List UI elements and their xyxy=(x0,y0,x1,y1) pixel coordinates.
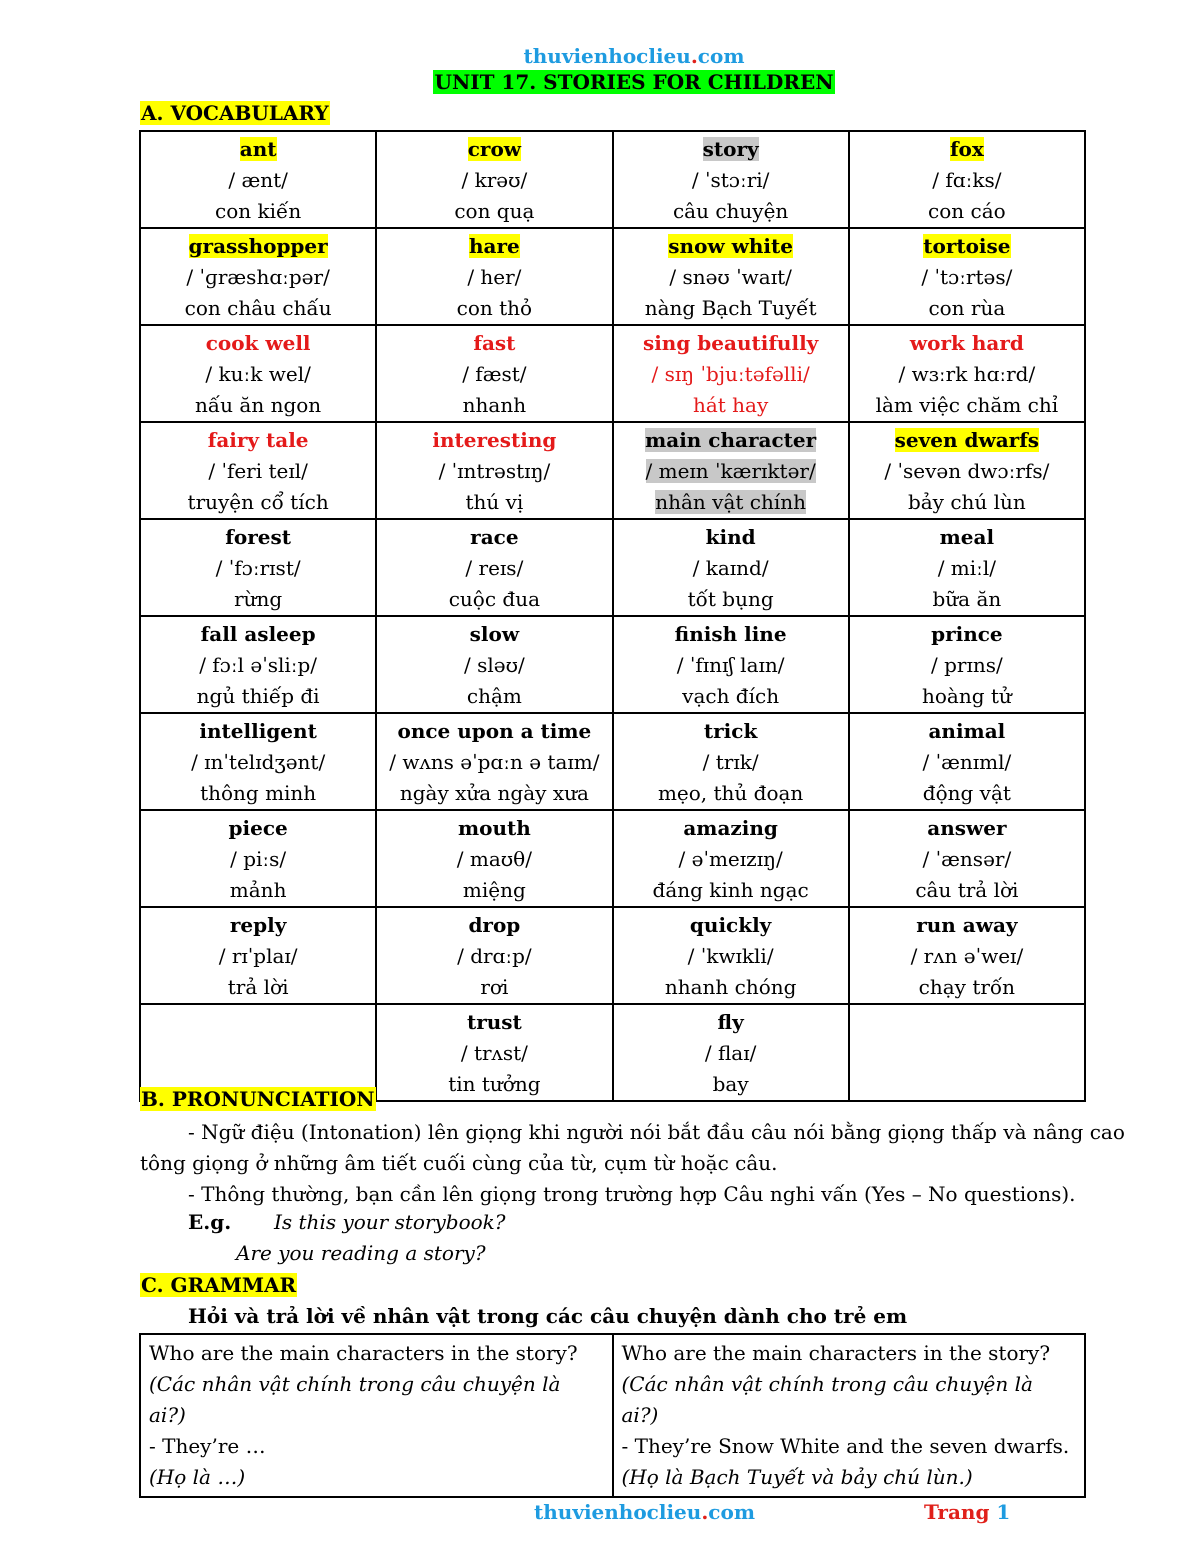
unit-title: UNIT 17. STORIES FOR CHILDREN xyxy=(434,70,834,94)
vocab-meaning: bữa ăn xyxy=(932,587,1002,611)
vocab-word: finish line xyxy=(674,622,787,646)
vocab-cell xyxy=(140,907,376,1004)
site-dot: . xyxy=(701,1500,709,1524)
vocab-ipa: / miːl/ xyxy=(937,556,997,580)
vocab-meaning: vạch đích xyxy=(682,684,780,708)
unit-title-wrap xyxy=(0,70,1200,94)
vocab-word: reply xyxy=(229,913,287,937)
grammar-row xyxy=(140,1334,1085,1497)
vocab-cell xyxy=(140,422,376,519)
vocab-ipa: / ˈtɔːrtəs/ xyxy=(921,265,1013,289)
vocab-word: main character xyxy=(645,428,817,452)
vocab-cell xyxy=(613,810,849,907)
site-dot: . xyxy=(690,44,698,68)
vocab-cell xyxy=(849,1004,1085,1101)
vocab-word: prince xyxy=(931,622,1003,646)
page-number-value: 1 xyxy=(996,1500,1011,1524)
vocab-cell xyxy=(849,228,1085,325)
vocab-word: race xyxy=(470,525,519,549)
vocab-meaning: con thỏ xyxy=(456,296,533,320)
grammar-table xyxy=(139,1333,1086,1498)
vocab-cell xyxy=(376,616,612,713)
vocab-cell xyxy=(849,616,1085,713)
vocab-row xyxy=(140,325,1085,422)
vocab-ipa: / ænt/ xyxy=(228,168,288,192)
header-site-link[interactable] xyxy=(0,44,1200,68)
vocab-cell xyxy=(849,810,1085,907)
vocab-meaning: rừng xyxy=(234,587,283,611)
vocab-meaning: thông minh xyxy=(200,781,317,805)
vocab-meaning: trả lời xyxy=(227,975,289,999)
vocab-meaning: động vật xyxy=(922,781,1011,805)
grammar-question-vi: (Các nhân vật chính trong câu chuyện là ai?) xyxy=(621,1372,1033,1427)
grammar-heading: Hỏi và trả lời về nhân vật trong các câu chuyện dành cho trẻ em xyxy=(188,1304,908,1328)
vocab-cell xyxy=(849,325,1085,422)
vocab-ipa: / ˈstɔːri/ xyxy=(691,168,770,192)
vocab-cell xyxy=(849,131,1085,228)
vocab-word: work hard xyxy=(909,331,1024,355)
vocab-meaning: làm việc chăm chỉ xyxy=(875,393,1059,417)
grammar-answer-vi: (Họ là Bạch Tuyết và bảy chú lùn.) xyxy=(621,1465,973,1489)
vocab-ipa: / fæst/ xyxy=(462,362,527,386)
example-sentence-1: Is this your storybook? xyxy=(274,1210,506,1234)
vocab-cell xyxy=(613,131,849,228)
vocab-word: answer xyxy=(927,816,1007,840)
vocab-word: trust xyxy=(466,1010,522,1034)
pronunciation-line-2: - Thông thường, bạn cần lên giọng trong trường hợp Câu nghi vấn (Yes – No questions). xyxy=(188,1182,1076,1206)
vocab-word: forest xyxy=(225,525,291,549)
vocab-word: animal xyxy=(928,719,1006,743)
vocab-cell xyxy=(140,810,376,907)
vocab-row xyxy=(140,616,1085,713)
vocab-cell xyxy=(376,907,612,1004)
vocab-ipa: / drɑːp/ xyxy=(457,944,532,968)
vocab-word: once upon a time xyxy=(397,719,592,743)
vocab-ipa: / fɑːks/ xyxy=(932,168,1002,192)
vocab-row xyxy=(140,422,1085,519)
vocab-meaning: tốt bụng xyxy=(687,587,774,611)
vocab-meaning: bảy chú lùn xyxy=(907,490,1026,514)
vocab-word: story xyxy=(702,137,759,161)
vocab-meaning: nàng Bạch Tuyết xyxy=(644,296,817,320)
vocab-ipa: / sləʊ/ xyxy=(464,653,525,677)
vocab-meaning: thú vị xyxy=(465,490,524,514)
vocab-cell xyxy=(613,519,849,616)
vocab-ipa: / wɜːrk hɑːrd/ xyxy=(898,362,1036,386)
site-name: thuvienhoclieu xyxy=(534,1500,702,1524)
vocab-meaning: chạy trốn xyxy=(918,975,1016,999)
page-number xyxy=(924,1500,1010,1524)
vocab-word: tortoise xyxy=(923,234,1011,258)
vocab-meaning: con rùa xyxy=(928,296,1006,320)
vocab-cell xyxy=(613,616,849,713)
vocab-word: fox xyxy=(949,137,984,161)
vocab-ipa: / rʌn əˈweɪ/ xyxy=(910,944,1024,968)
vocab-meaning: con kiến xyxy=(215,199,302,223)
vocab-ipa: / prɪns/ xyxy=(931,653,1003,677)
site-tld: com xyxy=(708,1500,755,1524)
vocab-ipa: / wʌns əˈpɑːn ə taɪm/ xyxy=(389,750,600,774)
vocab-word: hare xyxy=(468,234,520,258)
vocab-word: drop xyxy=(468,913,521,937)
vocab-cell xyxy=(613,907,849,1004)
vocab-ipa: / ˈfɪnɪʃ laɪn/ xyxy=(676,653,785,677)
vocab-cell xyxy=(376,228,612,325)
vocab-meaning: con quạ xyxy=(454,199,535,223)
vocab-meaning: hoàng tử xyxy=(921,684,1012,708)
vocab-cell xyxy=(613,325,849,422)
vocab-row xyxy=(140,131,1085,228)
pronunciation-line-1: - Ngữ điệu (Intonation) lên giọng khi người nói bắt đầu câu nói bằng giọng thấp và nâng cao tông giọng ở những âm tiết cuối cùng của từ, cụm từ hoặc câu. xyxy=(140,1120,1125,1175)
vocab-word: crow xyxy=(467,137,522,161)
vocab-ipa: / trɪk/ xyxy=(702,750,759,774)
vocab-cell xyxy=(376,131,612,228)
vocab-row xyxy=(140,810,1085,907)
grammar-cell-right xyxy=(613,1334,1086,1497)
vocab-ipa: / ˈkwɪkli/ xyxy=(687,944,774,968)
vocabulary-table xyxy=(139,130,1086,1102)
vocab-ipa: / maʊθ/ xyxy=(456,847,532,871)
vocab-word: sing beautifully xyxy=(642,331,819,355)
vocab-meaning: nhanh xyxy=(462,393,527,417)
vocab-meaning: đáng kinh ngạc xyxy=(652,878,809,902)
vocab-ipa: / fɔːl əˈsliːp/ xyxy=(199,653,318,677)
vocab-cell xyxy=(376,519,612,616)
vocab-ipa: / kuːk wel/ xyxy=(205,362,311,386)
vocab-ipa: / ˈɪntrəstɪŋ/ xyxy=(438,459,551,483)
vocab-meaning: cuộc đua xyxy=(448,587,541,611)
vocab-cell xyxy=(376,422,612,519)
vocab-ipa: / piːs/ xyxy=(230,847,287,871)
vocab-word: mouth xyxy=(457,816,531,840)
vocab-cell xyxy=(140,616,376,713)
vocab-cell xyxy=(613,713,849,810)
vocab-meaning: tin tưởng xyxy=(448,1072,541,1096)
vocab-word: piece xyxy=(228,816,288,840)
vocab-ipa: / ˈferi teɪl/ xyxy=(208,459,308,483)
vocab-ipa: / ˈfɔːrɪst/ xyxy=(215,556,301,580)
site-tld: com xyxy=(697,44,745,68)
vocab-row xyxy=(140,713,1085,810)
vocab-ipa: / ˈænɪml/ xyxy=(922,750,1012,774)
vocab-cell xyxy=(140,131,376,228)
vocab-cell xyxy=(376,325,612,422)
vocab-cell xyxy=(613,422,849,519)
grammar-cell-left xyxy=(140,1334,613,1497)
grammar-question: Who are the main characters in the story? xyxy=(149,1341,578,1365)
vocab-word: fast xyxy=(473,331,516,355)
vocab-meaning: rơi xyxy=(480,975,509,999)
vocab-meaning: nấu ăn ngon xyxy=(195,393,322,417)
vocab-cell xyxy=(849,519,1085,616)
vocab-row xyxy=(140,228,1085,325)
vocab-word: interesting xyxy=(432,428,557,452)
vocab-meaning: chậm xyxy=(466,684,522,708)
vocab-cell xyxy=(849,713,1085,810)
vocab-cell xyxy=(140,713,376,810)
vocab-row xyxy=(140,907,1085,1004)
vocab-meaning: con châu chấu xyxy=(184,296,332,320)
vocab-meaning: miệng xyxy=(462,878,526,902)
vocab-word: ant xyxy=(239,137,277,161)
vocab-ipa: / ɪnˈtelɪdʒənt/ xyxy=(191,750,326,774)
vocab-meaning: nhân vật chính xyxy=(655,490,807,514)
page-label: Trang xyxy=(924,1500,990,1524)
vocab-word: grasshopper xyxy=(188,234,328,258)
vocab-word: quickly xyxy=(689,913,772,937)
vocab-cell xyxy=(140,325,376,422)
vocab-ipa: / rɪˈplaɪ/ xyxy=(218,944,298,968)
vocab-ipa: / ˈɡræshɑːpər/ xyxy=(186,265,330,289)
vocab-word: run away xyxy=(916,913,1018,937)
vocab-cell xyxy=(376,1004,612,1101)
vocab-ipa: / kaɪnd/ xyxy=(692,556,769,580)
vocab-meaning: bay xyxy=(712,1072,749,1096)
grammar-answer: - They’re … xyxy=(149,1434,266,1458)
vocab-cell xyxy=(613,228,849,325)
vocab-meaning: mảnh xyxy=(229,878,287,902)
vocab-ipa: / ˈsevən dwɔːrfs/ xyxy=(884,459,1050,483)
vocab-meaning: mẹo, thủ đoạn xyxy=(657,781,804,805)
vocab-ipa: / meɪn ˈkærɪktər/ xyxy=(645,459,816,483)
section-vocabulary-heading: A. VOCABULARY xyxy=(141,101,329,125)
site-name: thuvienhoclieu xyxy=(523,44,691,68)
vocab-meaning: câu trả lời xyxy=(915,878,1019,902)
vocab-ipa: / sɪŋ ˈbjuːtəfəlli/ xyxy=(651,362,810,386)
grammar-question: Who are the main characters in the story? xyxy=(621,1341,1051,1365)
vocab-word: snow white xyxy=(668,234,793,258)
vocab-word: amazing xyxy=(683,816,778,840)
vocab-meaning: hát hay xyxy=(692,393,769,417)
vocab-cell xyxy=(376,713,612,810)
vocab-word: slow xyxy=(469,622,520,646)
vocab-meaning: ngày xửa ngày xưa xyxy=(399,781,589,805)
example-sentence-2: Are you reading a story? xyxy=(236,1241,486,1265)
section-pronunciation-heading: B. PRONUNCIATION xyxy=(141,1087,375,1111)
vocab-cell xyxy=(140,228,376,325)
grammar-question-vi: (Các nhân vật chính trong câu chuyện là ai?) xyxy=(149,1372,561,1427)
vocab-meaning: câu chuyện xyxy=(672,199,789,223)
vocab-word: fall asleep xyxy=(200,622,316,646)
vocab-row xyxy=(140,519,1085,616)
grammar-answer: - They’re Snow White and the seven dwarfs. xyxy=(621,1434,1070,1458)
vocab-cell xyxy=(140,519,376,616)
vocab-word: seven dwarfs xyxy=(894,428,1040,452)
vocab-ipa: / flaɪ/ xyxy=(704,1041,757,1065)
vocab-meaning: ngủ thiếp đi xyxy=(196,684,320,708)
vocab-word: cook well xyxy=(205,331,311,355)
vocab-cell xyxy=(849,907,1085,1004)
vocab-cell xyxy=(849,422,1085,519)
vocab-cell xyxy=(376,810,612,907)
vocab-ipa: / trʌst/ xyxy=(460,1041,528,1065)
vocab-meaning: nhanh chóng xyxy=(664,975,797,999)
vocab-word: fly xyxy=(717,1010,744,1034)
vocab-word: meal xyxy=(939,525,995,549)
vocab-ipa: / reɪs/ xyxy=(465,556,524,580)
vocab-word: trick xyxy=(703,719,758,743)
vocab-ipa: / əˈmeɪzɪŋ/ xyxy=(678,847,783,871)
vocab-meaning: con cáo xyxy=(928,199,1006,223)
vocab-word: intelligent xyxy=(199,719,317,743)
example-label: E.g. xyxy=(188,1210,232,1234)
vocab-word: fairy tale xyxy=(207,428,309,452)
vocab-ipa: / her/ xyxy=(467,265,522,289)
footer-site-link[interactable] xyxy=(534,1500,755,1524)
vocab-ipa: / krəʊ/ xyxy=(461,168,528,192)
grammar-answer-vi: (Họ là …) xyxy=(149,1465,246,1489)
vocab-meaning: truyện cổ tích xyxy=(187,490,329,514)
vocab-ipa: / snəʊ ˈwaɪt/ xyxy=(669,265,792,289)
vocab-cell xyxy=(613,1004,849,1101)
section-grammar-heading: C. GRAMMAR xyxy=(141,1273,297,1297)
vocab-ipa: / ˈænsər/ xyxy=(922,847,1012,871)
vocab-word: kind xyxy=(705,525,756,549)
